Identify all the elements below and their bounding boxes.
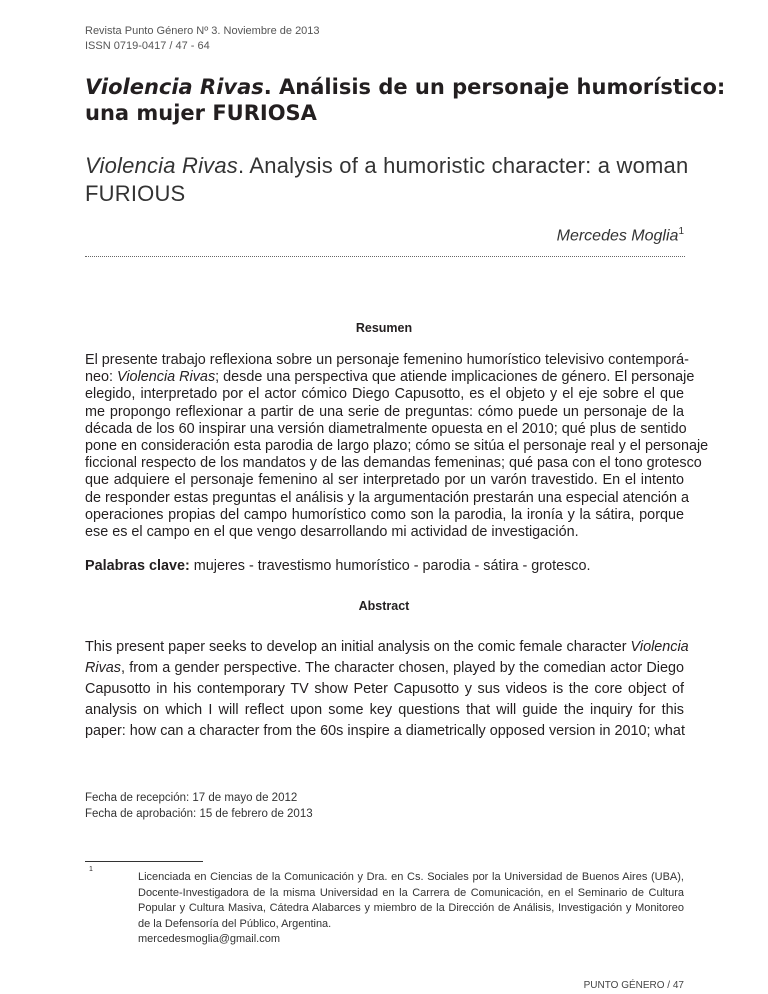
keywords-value: mujeres - travestismo humorístico - parodia - sátira - grotesco. (189, 558, 591, 574)
text-segment: que adquiere el personaje femenino al ser interpretado por un varón travestido. En el intento (85, 472, 684, 489)
text-segment: Capusotto in his contemporary TV show Peter Capusotto y sus videos is the core object of (85, 681, 684, 697)
text-segment: ese es el campo en el que vengo desarrollando mi actividad de investigación. (85, 524, 579, 541)
text-line (85, 721, 684, 742)
dates (85, 790, 313, 822)
text-line (138, 901, 684, 917)
text-line (138, 870, 684, 886)
footnote-mark[interactable]: 1 (678, 226, 684, 237)
page-footer: PUNTO GÉNERO / 47 (583, 980, 684, 991)
text-segment: pone en consideración esta parodia de largo plazo; cómo se sitúa el personaje real y el personaje (85, 438, 709, 455)
footnote-text (138, 870, 684, 948)
italic-text: Violencia (630, 639, 689, 655)
subtitle-line2: FURIOUS (85, 181, 186, 206)
text-segment: Docente-Investigadora de la misma Universidad en la Carrera de Comunicación, en el Seminario de Cultura (138, 886, 684, 899)
text-line (85, 658, 684, 679)
title-line2: una mujer FURIOSA (85, 101, 317, 125)
title-rest: . Análisis de un personaje humorístico: (263, 75, 726, 99)
text-line (85, 637, 689, 658)
text-line (85, 679, 684, 700)
dotted-divider (85, 256, 685, 257)
title-italic: Violencia Rivas (85, 75, 264, 99)
text-segment: , from a gender perspective. The character chosen, played by the comedian actor Diego (120, 660, 684, 676)
text-segment: This present paper seeks to develop an initial analysis on the comic female character (85, 639, 631, 655)
date-approved: Fecha de aprobación: 15 de febrero de 2013 (85, 808, 313, 820)
text-line (85, 700, 684, 721)
text-segment: El presente trabajo reflexiona sobre un personaje femenino humorístico televisivo contemporá- (85, 352, 689, 368)
keywords-label: Palabras clave: (85, 558, 190, 574)
keywords (85, 557, 590, 575)
author (557, 222, 684, 246)
text-segment: ; desde una perspectiva que atiende implicaciones de género. El personaje (215, 369, 695, 386)
text-segment: de la Defensoría del Público, Argentina. (138, 917, 332, 930)
text-line (138, 886, 684, 902)
subtitle-rest: . Analysis of a humoristic character: a woman (238, 153, 689, 178)
italic-text: Rivas (85, 660, 121, 676)
text-line (85, 489, 689, 507)
text-segment: operaciones propias del campo humorístico como son la parodia, la ironía y la sátira, porque (85, 506, 684, 523)
text-segment: década de los 60 inspirar una versión diametralmente opuesta en el 2010; qué plus de sentido (85, 420, 687, 437)
article-subtitle (85, 152, 689, 208)
author-name: Mercedes Moglia (556, 227, 679, 245)
text-line (85, 386, 684, 403)
subtitle-italic: Violencia Rivas (85, 153, 239, 178)
text-line (138, 917, 684, 933)
text-line (85, 524, 684, 541)
text-segment: elegido, interpretado por el actor cómico Diego Capusotto, es el objeto y el eje sobre el que (85, 386, 684, 403)
resumen-paragraph (85, 352, 709, 541)
text-line (85, 438, 709, 455)
text-segment: analysis on which I will reflect upon some key questions that will guide the inquiry for this (85, 702, 684, 718)
issn-line: ISSN 0719-0417 / 47 - 64 (85, 40, 210, 52)
text-segment: me propongo reflexionar a partir de una serie de preguntas: cómo puede un personaje de la (85, 403, 684, 420)
journal-line: Revista Punto Género Nº 3. Noviembre de 2013 (85, 25, 320, 37)
text-line (85, 352, 689, 369)
text-line (85, 404, 684, 421)
running-header (85, 24, 320, 54)
text-segment: neo: (85, 369, 118, 386)
resumen-heading: Resumen (355, 321, 413, 335)
text-segment: Licenciada en Ciencias de la Comunicación y Dra. en Cs. Sociales por la Universidad de Buenos Aires (UBA), (138, 871, 684, 883)
text-segment: paper: how can a character from the 60s inspire a diametrically opposed version in 2010; what (85, 723, 685, 739)
text-segment: Popular y Cultura Masiva, Cátedra Alabarces y miembro de la Dirección de Análisis, Investigación y Monitoreo (138, 902, 684, 915)
text-line (85, 472, 684, 489)
date-received: Fecha de recepción: 17 de mayo de 2012 (85, 792, 298, 804)
text-line (85, 507, 684, 524)
abstract-paragraph (85, 637, 689, 742)
text-line (138, 932, 684, 948)
text-segment: de responder estas preguntas el análisis y la argumentación prestarán una especial atención a (85, 489, 689, 506)
text-line (85, 420, 687, 438)
text-line (85, 369, 695, 386)
text-line (85, 455, 702, 472)
footnote-number: 1 (89, 866, 93, 873)
article-title (85, 74, 726, 126)
italic-text: Violencia Rivas (117, 369, 216, 386)
abstract-heading: Abstract (358, 599, 410, 613)
text-segment: ficcional respecto de los mandatos y de las demandas femeninas; qué pasa con el tono grotesco (85, 455, 702, 472)
text-segment: mercedesmoglia@gmail.com (138, 933, 280, 946)
footnote-rule (85, 861, 203, 862)
